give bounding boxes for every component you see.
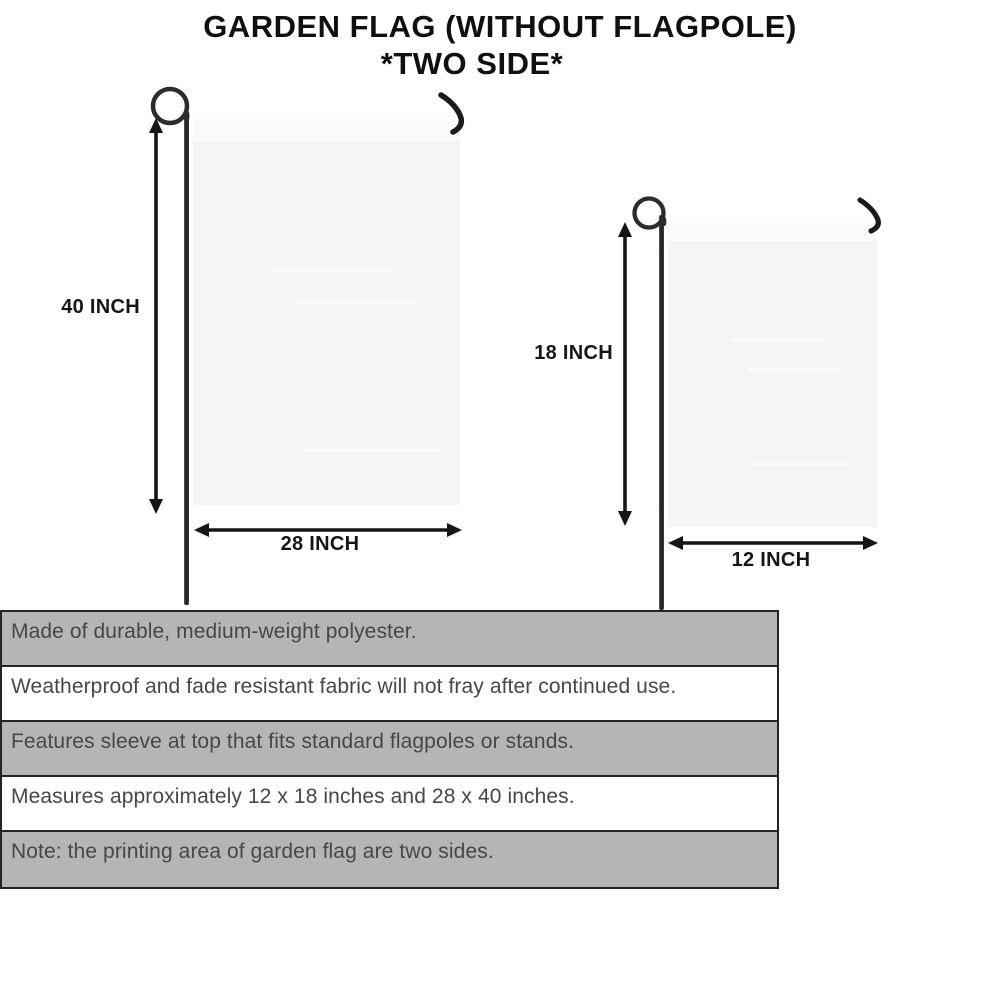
feature-row-material: Made of durable, medium-weight polyester. <box>2 612 777 667</box>
fabric-fold-line <box>305 449 439 452</box>
large-flag-sleeve <box>193 119 460 143</box>
feature-row-note: Note: the printing area of garden flag are two sides. <box>2 832 777 887</box>
fabric-fold-line <box>747 368 841 371</box>
small-height-arrow-icon <box>615 222 635 526</box>
fabric-fold-line <box>294 301 414 304</box>
feature-row-weatherproof: Weatherproof and fade resistant fabric will not fray after continued use. <box>2 667 777 722</box>
fabric-fold-line <box>752 463 852 466</box>
feature-row-sleeve: Features sleeve at top that fits standard flagpoles or stands. <box>2 722 777 777</box>
large-flagpole <box>184 112 189 605</box>
small-pole-loop-icon <box>632 196 670 234</box>
small-height-label: 18 INCH <box>534 342 613 364</box>
large-width-label: 28 INCH <box>280 533 360 555</box>
small-flagpole <box>659 215 664 610</box>
small-width-label: 12 INCH <box>731 549 811 571</box>
title-line-2: *TWO SIDE* <box>380 46 564 81</box>
large-height-label: 40 INCH <box>61 296 140 318</box>
feature-row-measurements: Measures approximately 12 x 18 inches and 28 x 40 inches. <box>2 777 777 832</box>
title-line-1: GARDEN FLAG (WITHOUT FLAGPOLE) <box>203 9 797 44</box>
features-table <box>0 610 779 889</box>
fabric-fold-line <box>731 338 825 341</box>
page-title <box>0 8 1000 82</box>
small-hanger-hook-icon <box>856 197 884 235</box>
small-flag-fabric <box>668 223 877 527</box>
small-flag-sleeve <box>668 223 877 243</box>
large-hanger-hook-icon <box>437 92 467 137</box>
large-flag-fabric <box>193 119 460 505</box>
fabric-fold-line <box>273 269 393 272</box>
large-height-arrow-icon <box>146 118 166 514</box>
